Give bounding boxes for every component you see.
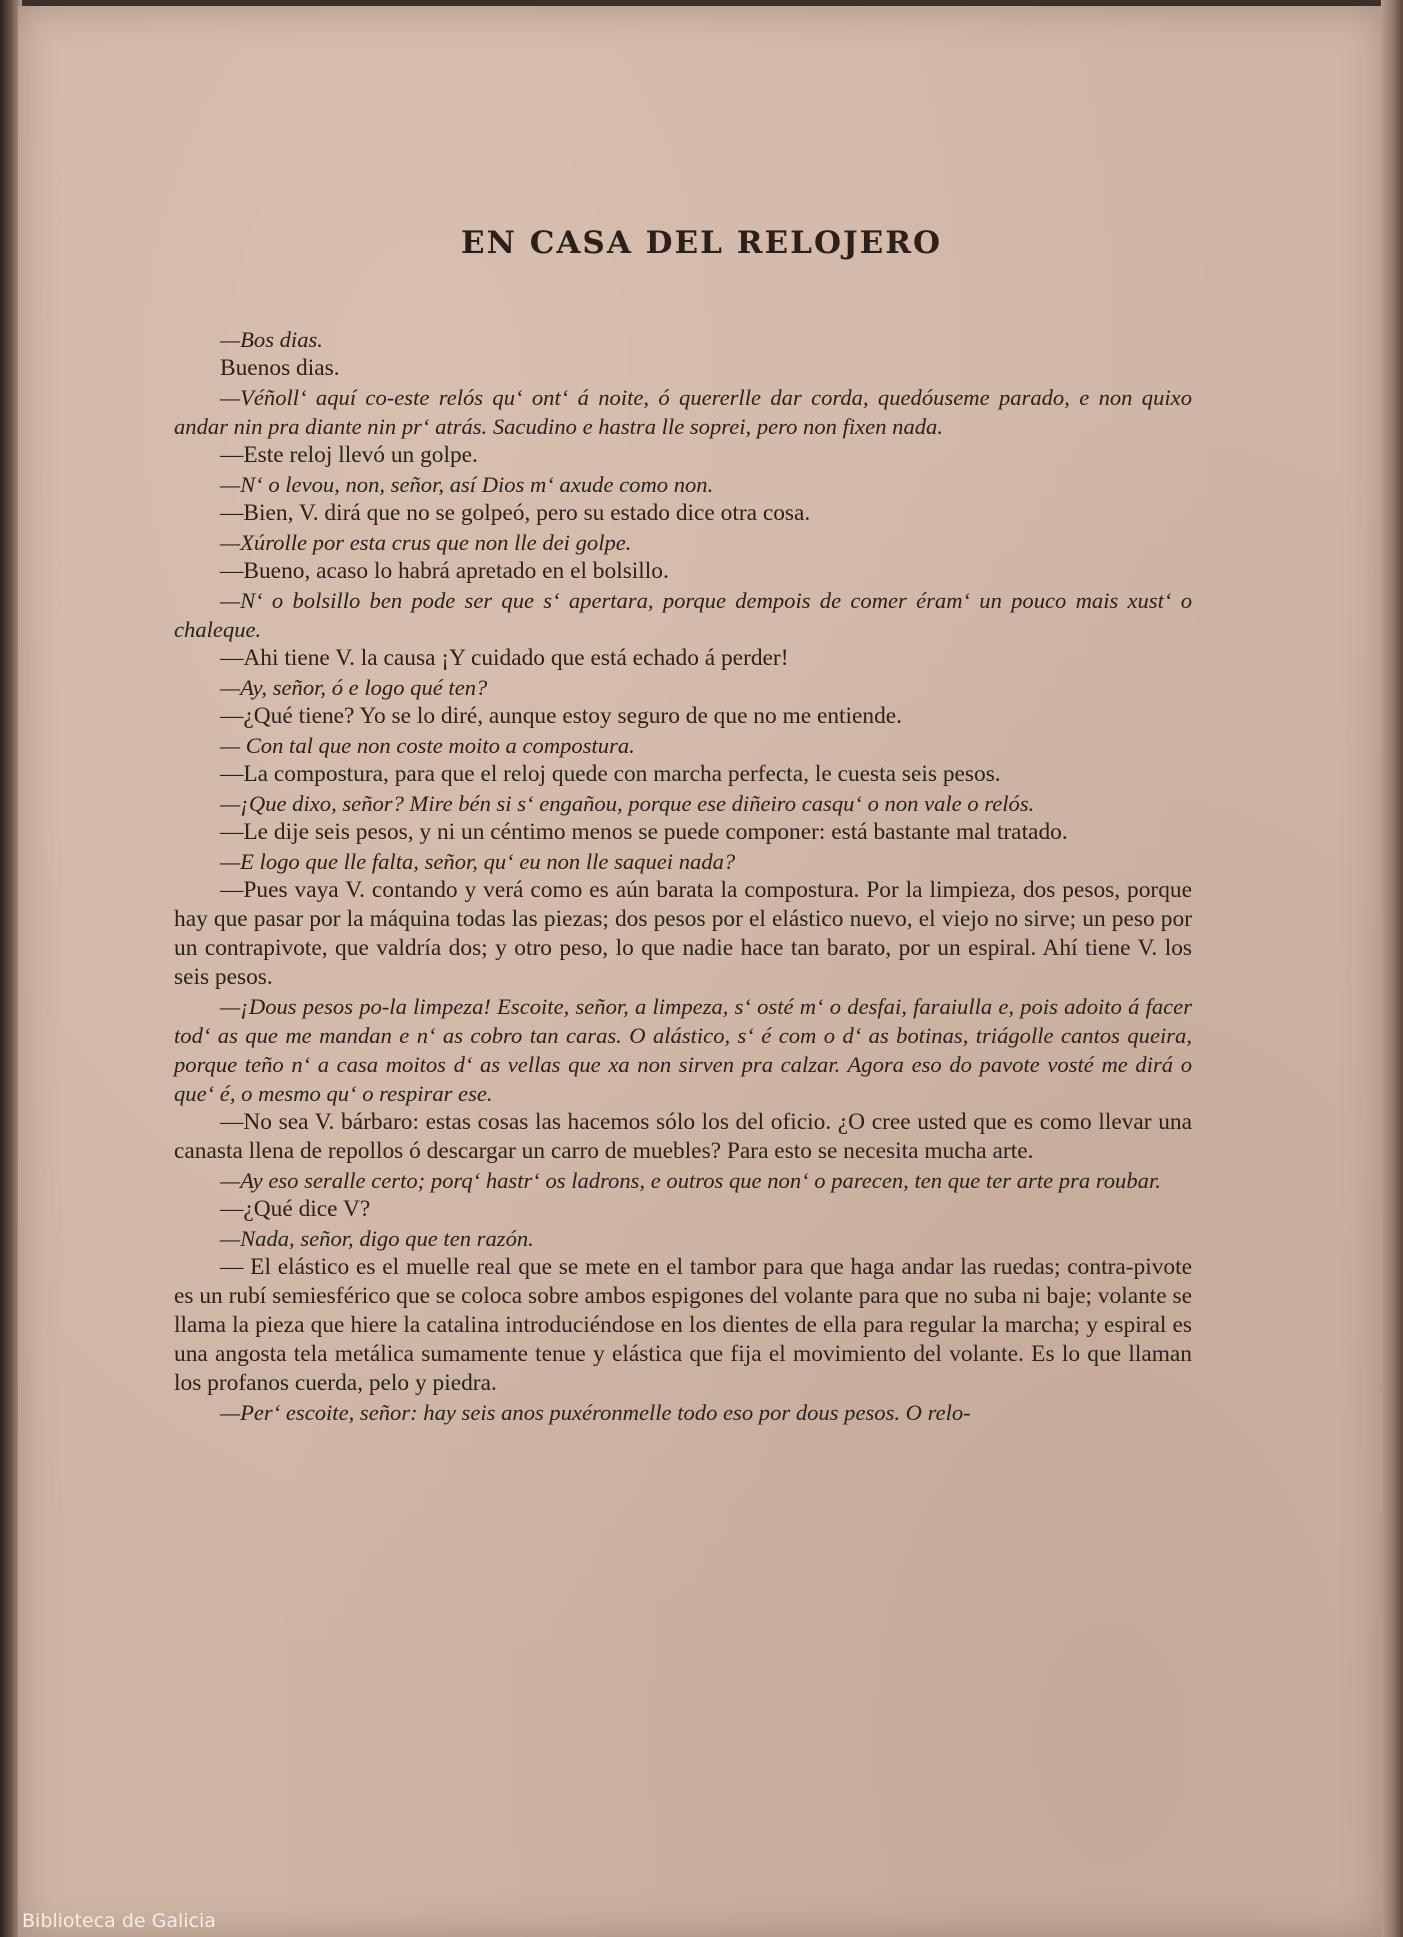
dialogue-line: —E logo que lle falta, señor, qu‘ eu non lle saquei nada? [220, 849, 736, 874]
dialogue-line: —Xúrolle por esta crus que non lle dei golpe. [220, 530, 632, 555]
dialogue-line: —Bueno, acaso lo habrá apretado en el bolsillo. [220, 558, 669, 584]
page-title: EN CASA DEL RELOJERO [460, 225, 943, 261]
dialogue-line: —Pues vaya V. contando y verá como es aún barata la compostura. Por la limpieza, dos pesos, porque hay que pasar por la máquina todas las piezas; dos pesos por el elástico nuevo, el viejo no sirve; un peso por un contrapivote, que valdría dos; y otro peso, lo que nadie hace tan barato, por un espiral. Ahí tiene V. los seis pesos. [174, 877, 1192, 990]
dialogue-line: —No sea V. bárbaro: estas cosas las hacemos sólo los del oficio. ¿O cree usted que es como llevar una canasta llena de repollos ó descargar un carro de muebles? Para esto se necesita mucha arte. [174, 1109, 1192, 1164]
dialogue-line: —Nada, señor, digo que ten razón. [220, 1226, 534, 1251]
dialogue-line: —Per‘ escoite, señor: hay seis anos puxéronmelle todo eso por dous pesos. O relo- [220, 1400, 971, 1425]
dialogue-line: —Este reloj llevó un golpe. [220, 442, 478, 468]
dialogue-line: —Ahi tiene V. la causa ¡Y cuidado que está echado á perder! [220, 645, 789, 671]
dialogue-line: —¡Que dixo, señor? Mire bén si s‘ engañou, porque ese diñeiro casqu‘ o non vale o relós. [220, 791, 1035, 816]
dialogue-line: —Le dije seis pesos, y ni un céntimo menos se puede componer: está bastante mal tratado. [220, 819, 1068, 845]
dialogue-line: —N‘ o bolsillo ben pode ser que s‘ apertara, porque dempois de comer éram‘ un pouco mais xust‘ o chaleque. [174, 588, 1192, 642]
dialogue-line: —Véñoll‘ aquí co-este relós qu‘ ont‘ á noite, ó quererlle dar corda, quedóuseme parado, e non quixo andar nin pra diante nin pr‘ atrás. Sacudino e hastra lle soprei, pero non fixen nada. [174, 385, 1192, 439]
dialogue-line: —N‘ o levou, non, señor, así Dios m‘ axude como non. [220, 472, 714, 497]
dialogue-line: —Bos dias. [220, 327, 323, 352]
library-watermark: Biblioteca de Galicia [22, 1910, 216, 1932]
dialogue-line: —¿Qué tiene? Yo se lo diré, aunque estoy seguro de que no me entiende. [220, 703, 903, 729]
dialogue-line: Buenos dias. [220, 355, 340, 381]
dialogue-line: —La compostura, para que el reloj quede con marcha perfecta, le cuesta seis pesos. [220, 761, 1001, 787]
dialogue-line: —Ay, señor, ó e logo qué ten? [220, 675, 488, 700]
page-right-edge [1381, 0, 1403, 1937]
dialogue-line: —¿Qué dice V? [220, 1196, 371, 1222]
dialogue-line: —Bien, V. dirá que no se golpeó, pero su estado dice otra cosa. [220, 500, 811, 526]
dialogue-line: —¡Dous pesos po-la limpeza! Escoite, señor, a limpeza, s‘ osté m‘ o desfai, faraiulla e, pois adoito á facer tod‘ as que me mandan e n‘ as cobro tan caras. O alástico, s‘ é com o d‘ as botinas, triágolle cantos queira, porque teño n‘ a casa moitos d‘ as vellas que xa non sirven pra calzar. Agora eso do pavote vosté me dirá o que‘ é, o mesmo qu‘ o respirar ese. [174, 994, 1192, 1106]
dialogue-line: — El elástico es el muelle real que se mete en el tambor para que haga andar las ruedas; contra-pivote es un rubí semiesférico que se coloca sobre ambos espigones del volante para que no suba ni baje; volante se llama la pieza que hiere la catalina introduciéndose en los dientes de ella para regular la marcha; y espiral es una angosta tela metálica sumamente tenue y elástica que fija el movimiento del volante. Es lo que llaman los profanos cuerda, pelo y piedra. [174, 1254, 1192, 1396]
dialogue-text [174, 325, 1192, 1427]
dialogue-line: — Con tal que non coste moito a compostura. [220, 733, 635, 758]
dialogue-line: —Ay eso seralle certo; porq‘ hastr‘ os ladrons, e outros que non‘ o parecen, ten que ter arte pra roubar. [220, 1168, 1161, 1193]
